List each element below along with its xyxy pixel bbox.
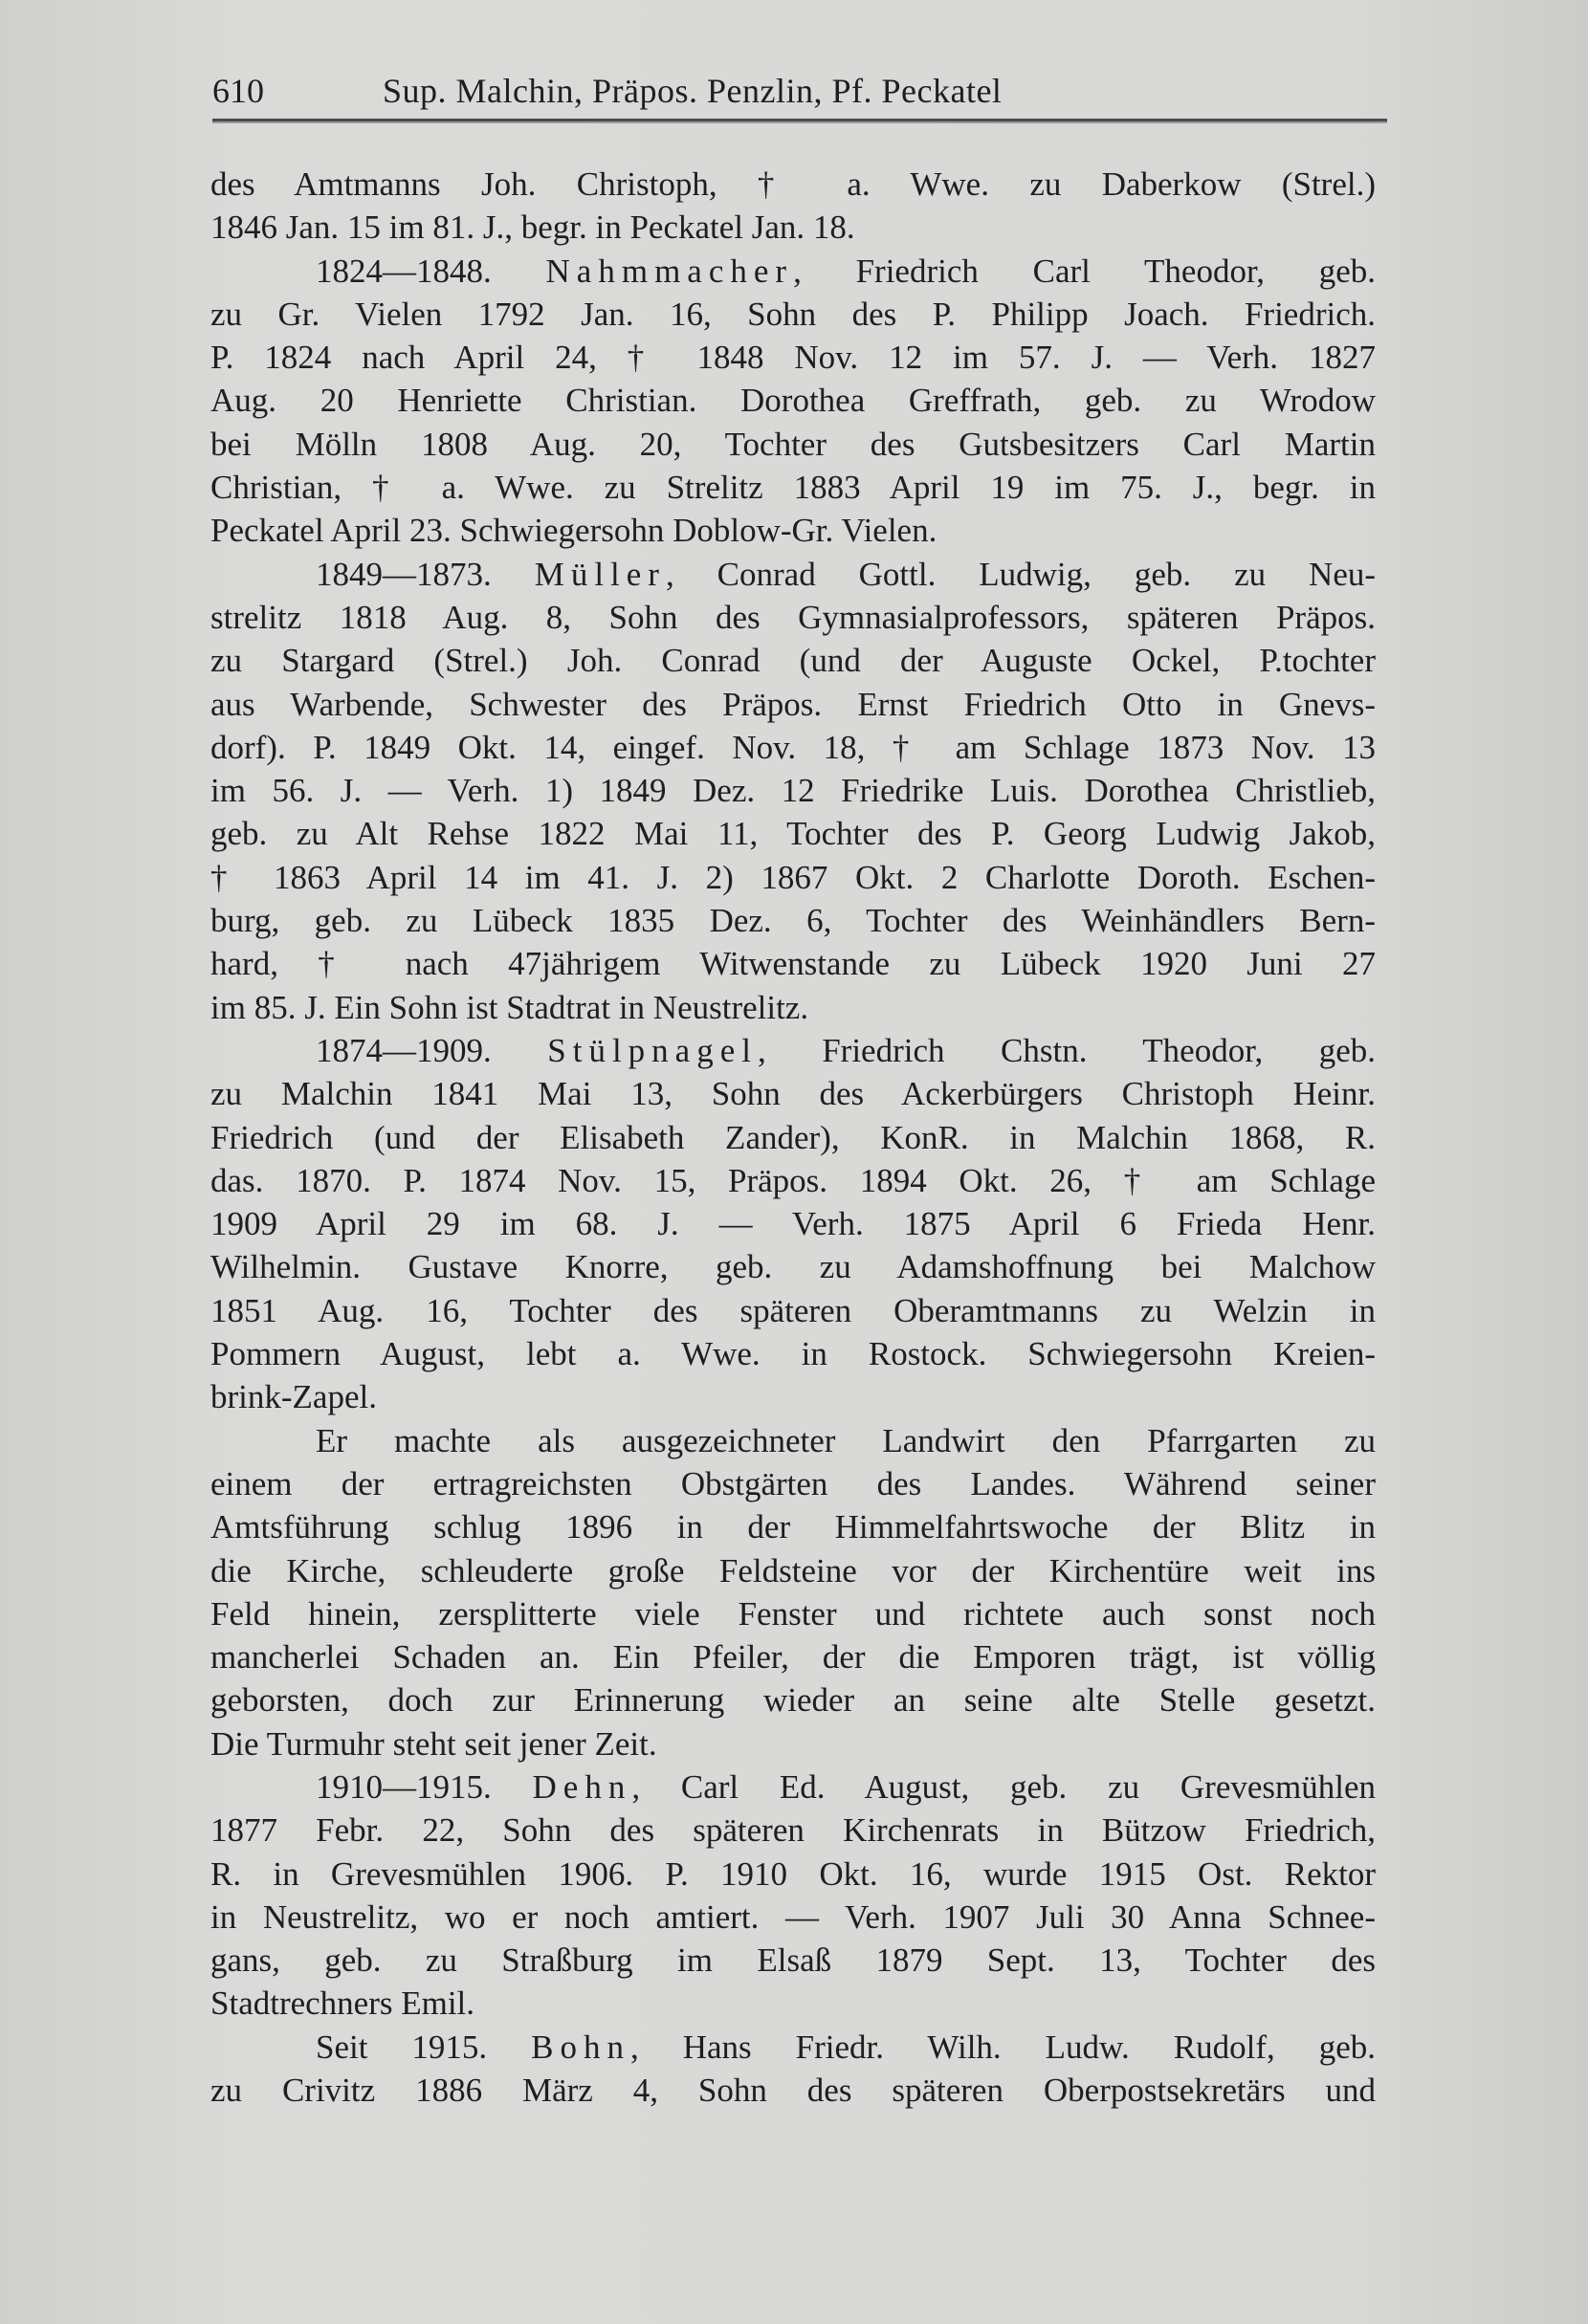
text-line: zu Crivitz 1886 März 4, Sohn des späteren Oberpostsekretärs und — [210, 2072, 1376, 2110]
text-line: geborsten, doch zur Erinnerung wieder an seine alte Stelle gesetzt. — [210, 1681, 1376, 1720]
text-line: Stadtrechners Emil. — [210, 1984, 475, 2023]
text-line: Christian, † a. Wwe. zu Strelitz 1883 April 19 im 75. J., begr. in — [210, 469, 1376, 507]
text-line: R. in Grevesmühlen 1906. P. 1910 Okt. 16, wurde 1915 Ost. Rektor — [210, 1854, 1376, 1893]
pastor-name: Stülpnagel — [547, 1031, 758, 1069]
entry-text: , Friedrich Chstn. Theodor, geb. — [757, 1031, 1376, 1069]
text-line: Wilhelmin. Gustave Knorre, geb. zu Adamshoffnung bei Malchow — [210, 1248, 1376, 1286]
text-line: 1909 April 29 im 68. J. — Verh. 1875 April 6 Frieda Henr. — [210, 1205, 1376, 1243]
text-line: Amtsführung schlug 1896 in der Himmelfahrtswoche der Blitz in — [210, 1508, 1376, 1546]
text-line: bei Mölln 1808 Aug. 20, Tochter des Gutsbesitzers Carl Martin — [210, 425, 1376, 463]
text-line: in Neustrelitz, wo er noch amtiert. — Verh. 1907 Juli 30 Anna Schnee- — [210, 1897, 1376, 1936]
text-line: burg, geb. zu Lübeck 1835 Dez. 6, Tochter des Weinhändlers Bern- — [210, 902, 1376, 940]
text-line — [210, 2026, 1376, 2069]
entry-text: , Friedrich Carl Theodor, geb. — [793, 252, 1377, 290]
text-line: Er machte als ausgezeichneter Landwirt den Pfarrgarten zu — [316, 1421, 1376, 1459]
text-line: 1877 Febr. 22, Sohn des späteren Kirchenrats in Bützow Friedrich, — [210, 1811, 1376, 1850]
text-line: gans, geb. zu Straßburg im Elsaß 1879 Sept. 13, Tochter des — [210, 1941, 1376, 1980]
running-title: Sup. Malchin, Präpos. Penzlin, Pf. Peckatel — [383, 72, 1003, 110]
page-number: 610 — [212, 72, 264, 110]
text-line — [210, 1765, 1376, 1809]
text-line: zu Gr. Vielen 1792 Jan. 16, Sohn des P. Philipp Joach. Friedrich. — [210, 295, 1376, 333]
text-line: Friedrich (und der Elisabeth Zander), KonR. in Malchin 1868, R. — [210, 1118, 1376, 1156]
entry-text: , Hans Friedr. Wilh. Ludw. Rudolf, geb. — [630, 2028, 1376, 2066]
pastor-name: Nahmmacher — [545, 252, 794, 290]
text-line: † 1863 April 14 im 41. J. 2) 1867 Okt. 2 Charlotte Doroth. Eschen- — [210, 858, 1376, 896]
text-line: zu Stargard (Strel.) Joh. Conrad (und der Auguste Ockel, P.tochter — [210, 642, 1376, 680]
text-line: Peckatel April 23. Schwiegersohn Doblow-Gr. Vielen. — [210, 512, 937, 550]
pastor-name: Müller — [534, 555, 666, 593]
pastor-name: Bohn — [531, 2028, 631, 2066]
pastor-name: Dehn — [532, 1767, 632, 1806]
entry-text: , Carl Ed. August, geb. zu Grevesmühlen — [631, 1767, 1376, 1806]
text-line: aus Warbende, Schwester des Präpos. Ernst Friedrich Otto in Gnevs- — [210, 685, 1376, 723]
paragraph — [210, 1765, 1376, 2026]
text-line: Feld hinein, zersplitterte viele Fenster und richtete auch sonst noch — [210, 1594, 1376, 1633]
text-line: einem der ertragreichsten Obstgärten des Landes. Während seiner — [210, 1464, 1376, 1502]
text-line: strelitz 1818 Aug. 8, Sohn des Gymnasialprofessors, späteren Präpos. — [210, 598, 1376, 636]
entry-dates: 1849—1873. — [316, 555, 535, 593]
text-line: geb. zu Alt Rehse 1822 Mai 11, Tochter des P. Georg Ludwig Jakob, — [210, 815, 1376, 853]
text-line: hard, † nach 47jährigem Witwenstande zu Lübeck 1920 Juni 27 — [210, 945, 1376, 983]
text-line: im 56. J. — Verh. 1) 1849 Dez. 12 Friedrike Luis. Dorothea Christlieb, — [210, 772, 1376, 810]
paragraph — [210, 163, 1376, 250]
entry-dates: Seit 1915. — [316, 2028, 532, 2066]
paragraph — [210, 1419, 1376, 1765]
paragraph — [210, 250, 1376, 553]
entry-dates: 1874—1909. — [316, 1031, 548, 1069]
text-line: P. 1824 nach April 24, † 1848 Nov. 12 im 57. J. — Verh. 1827 — [210, 339, 1376, 377]
paragraph — [210, 1029, 1376, 1419]
text-line: das. 1870. P. 1874 Nov. 15, Präpos. 1894 Okt. 26, † am Schlage — [210, 1161, 1376, 1199]
text-line — [210, 553, 1376, 596]
text-line: brink-Zapel. — [210, 1378, 377, 1416]
text-line: mancherlei Schaden an. Ein Pfeiler, der die Emporen trägt, ist völlig — [210, 1638, 1376, 1677]
text-line: Aug. 20 Henriette Christian. Dorothea Greffrath, geb. zu Wrodow — [210, 382, 1376, 420]
text-line: dorf). P. 1849 Okt. 14, eingef. Nov. 18, † am Schlage 1873 Nov. 13 — [210, 728, 1376, 766]
text-line: im 85. J. Ein Sohn ist Stadtrat in Neustrelitz. — [210, 988, 809, 1026]
text-line: des Amtmanns Joh. Christoph, † a. Wwe. zu Daberkow (Strel.) — [210, 165, 1376, 203]
header-rule — [212, 119, 1387, 123]
text-line — [210, 250, 1376, 293]
text-line — [210, 1029, 1376, 1072]
paragraph — [210, 2026, 1376, 2113]
text-line: Pommern August, lebt a. Wwe. in Rostock. Schwiegersohn Kreien- — [210, 1335, 1376, 1373]
page-header — [212, 71, 1379, 113]
text-line: 1851 Aug. 16, Tochter des späteren Oberamtmanns zu Welzin in — [210, 1291, 1376, 1329]
entry-dates: 1910—1915. — [316, 1767, 533, 1806]
text-line: die Kirche, schleuderte große Feldsteine vor der Kirchentüre weit ins — [210, 1551, 1376, 1590]
page-body — [210, 163, 1376, 2112]
text-line: Die Turmuhr steht seit jener Zeit. — [210, 1724, 657, 1763]
paragraph — [210, 553, 1376, 1029]
text-line: 1846 Jan. 15 im 81. J., begr. in Peckatel Jan. 18. — [210, 208, 855, 247]
entry-text: , Conrad Gottl. Ludwig, geb. zu Neu- — [665, 555, 1377, 593]
entry-dates: 1824—1848. — [316, 252, 546, 290]
text-line: zu Malchin 1841 Mai 13, Sohn des Ackerbürgers Christoph Heinr. — [210, 1075, 1376, 1113]
